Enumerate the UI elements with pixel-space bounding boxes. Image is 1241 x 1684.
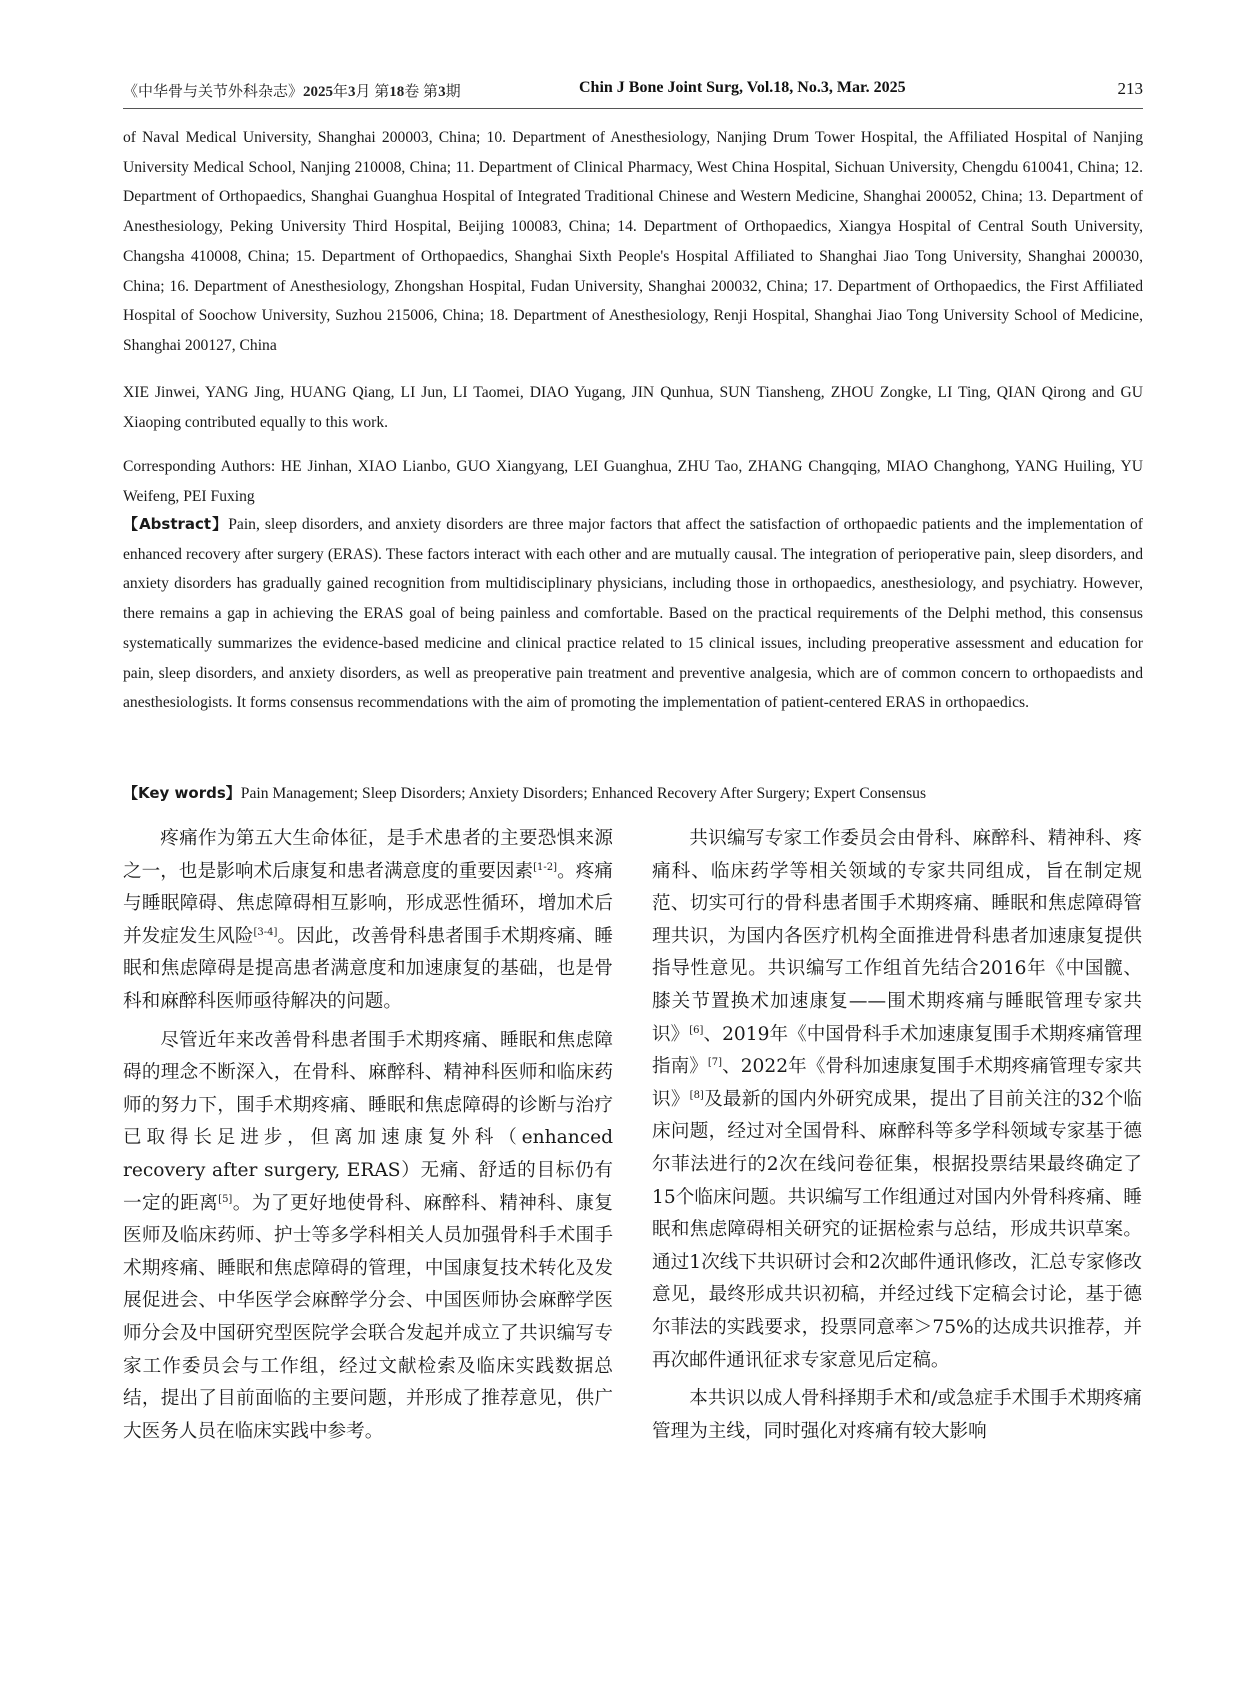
- citation-year-unit: 年: [333, 84, 349, 100]
- citation-ref[interactable]: [6]: [689, 1024, 704, 1036]
- journal-name-cn: 《中华骨与关节外科杂志》: [123, 84, 304, 100]
- abstract-text: Pain, sleep disorders, and anxiety disorders are three major factors that affect the satisfaction of orthopaedic patients and the implementation of enhanced recovery after surgery (ERAS). These factors interact with each other and are mutually causal. The integration of perioperative pain, sleep disorders, and anxiety disorders has gradually gained recognition from multidisciplinary physicians, including those in orthopaedics, anesthesiology, and psychiatry. However, there remains a gap in achieving the ERAS goal of being painless and comfortable. Based on the practical requirements of the Delphi method, this consensus systematically summarizes the evidence-based medicine and clinical practice related to 15 clinical issues, including preoperative assessment and education for pain, sleep disorders, and anxiety disorders, as well as preoperative pain treatment and preventive analgesia, which are of common concern to orthopaedists and anesthesiologists. It forms consensus recommendations with the aim of promoting the implementation of patient-centered ERAS in orthopaedics.: [123, 516, 1144, 712]
- keywords: [123, 779, 1143, 809]
- journal-citation-cn: [123, 80, 461, 101]
- corresponding-authors: [123, 452, 1143, 511]
- abstract-label: 【Abstract】: [123, 515, 229, 533]
- affiliations-text: of Naval Medical University, Shanghai 200003, China; 10. Department of Anesthesiology, Nanjing Drum Tower Hospital, the Affiliated Hospital of Nanjing University Medical School, Nanjing 210008, China; 11. Department of Clinical Pharmacy, West China Hospital, Sichuan University, Chengdu 610041, China; 12. Department of Orthopaedics, Shanghai Guanghua Hospital of Integrated Traditional Chinese and Western Medicine, Shanghai 200052, China; 13. Department of Anesthesiology, Peking University Third Hospital, Beijing 100083, China; 14. Department of Orthopaedics, Xiangya Hospital of Central South University, Changsha 410008, China; 15. Department of Orthopaedics, Shanghai Sixth People's Hospital Affiliated to Shanghai Jiao Tong University, Shanghai 200030, China; 16. Department of Anesthesiology, Zhongshan Hospital, Fudan University, Shanghai 200032, China; 17. Department of Orthopaedics, the First Affiliated Hospital of Soochow University, Suzhou 215006, China; 18. Department of Anesthesiology, Renji Hospital, Shanghai Jiao Tong University School of Medicine, Shanghai 200127, China: [123, 129, 1143, 354]
- affiliations: [123, 123, 1143, 361]
- citation-month-unit: 月 第: [355, 84, 390, 100]
- keywords-label: 【Key words】: [123, 784, 241, 802]
- body-right-column: [652, 823, 1142, 1454]
- corresponding-authors-text: Corresponding Authors: HE Jinhan, XIAO Lianbo, GUO Xiangyang, LEI Guanghua, ZHU Tao, ZHANG Changqing, MIAO Changhong, YANG Huiling, YU Weifeng, PEI Fuxing: [123, 458, 1143, 505]
- citation-ref[interactable]: [1-2]: [533, 861, 558, 873]
- body-paragraph: 本共识以成人骨科择期手术和/或急症手术围手术期疼痛管理为主线，同时强化对疼痛有较大影响: [652, 1388, 1142, 1442]
- header-rule: [123, 108, 1143, 109]
- running-header: [123, 76, 1143, 106]
- citation-issue: 3: [438, 84, 446, 100]
- page-number: 213: [1117, 79, 1143, 98]
- journal-citation-en: Chin J Bone Joint Surg, Vol.18, No.3, Mar. 2025: [579, 79, 906, 96]
- citation-year: 2025: [303, 84, 334, 100]
- citation-volume-unit: 卷 第: [404, 84, 439, 100]
- citation-ref[interactable]: [8]: [689, 1089, 704, 1101]
- equal-contribution-text: XIE Jinwei, YANG Jing, HUANG Qiang, LI Jun, LI Taomei, DIAO Yugang, JIN Qunhua, SUN Tiansheng, ZHOU Zongke, LI Ting, QIAN Qirong and GU Xiaoping contributed equally to this work.: [123, 384, 1143, 431]
- citation-ref[interactable]: [3-4]: [253, 926, 278, 938]
- body-paragraph: 共识编写专家工作委员会由骨科、麻醉科、精神科、疼痛科、临床药学等相关领域的专家共同组成，旨在制定规范、切实可行的骨科患者围手术期疼痛、睡眠和焦虑障碍管理共识，为国内各医疗机构全面推进骨科患者加速康复提供指导性意见。共识编写工作组首先结合2016年《中国髋、膝关节置换术加速康复——围术期疼痛与睡眠管理专家共识》[6]、2019年《中国骨科手术加速康复围手术期疼痛管理指南》[7]、2022年《骨科加速康复围手术期疼痛管理专家共识》[8]及最新的国内外研究成果，提出了目前关注的32个临床问题，经过对全国骨科、麻醉科等多学科领域专家基于德尔菲法进行的2次在线问卷征集，根据投票结果最终确定了15个临床问题。共识编写工作组通过对国内外骨科疼痛、睡眠和焦虑障碍相关研究的证据检索与总结，形成共识草案。通过1次线下共识研讨会和2次邮件通讯修改，汇总专家修改意见，最终形成共识初稿，并经过线下定稿会讨论，基于德尔菲法的实践要求，投票同意率＞75%的达成共识推荐，并再次邮件通讯征求专家意见后定稿。: [652, 828, 1142, 1371]
- body-left-column: [123, 823, 613, 1454]
- abstract: [123, 510, 1143, 718]
- citation-ref[interactable]: [5]: [218, 1193, 233, 1205]
- body-paragraph: 疼痛作为第五大生命体征，是手术患者的主要恐惧来源之一，也是影响术后康复和患者满意度的重要因素[1-2]。疼痛与睡眠障碍、焦虑障碍相互影响，形成恶性循环，增加术后并发症发生风险[3-4]。因此，改善骨科患者围手术期疼痛、睡眠和焦虑障碍是提高患者满意度和加速康复的基础，也是骨科和麻醉科医师亟待解决的问题。: [123, 828, 613, 1012]
- citation-month: 3: [348, 84, 356, 100]
- keywords-text: Pain Management; Sleep Disorders; Anxiety Disorders; Enhanced Recovery After Surgery; Expert Consensus: [240, 785, 927, 802]
- citation-ref[interactable]: [7]: [707, 1057, 723, 1069]
- body-paragraph: 尽管近年来改善骨科患者围手术期疼痛、睡眠和焦虑障碍的理念不断深入，在骨科、麻醉科、精神科医师和临床药师的努力下，围手术期疼痛、睡眠和焦虑障碍的诊断与治疗已取得长足进步，但离加速康复外科（enhanced recovery after surgery, ERAS）无痛、舒适的目标仍有一定的距离[5]。为了更好地使骨科、麻醉科、精神科、康复医师及临床药师、护士等多学科相关人员加强骨科手术围手术期疼痛、睡眠和焦虑障碍的管理，中国康复技术转化及发展促进会、中华医学会麻醉学分会、中国医师协会麻醉学医师分会及中国研究型医院学会联合发起并成立了共识编写专家工作委员会与工作组，经过文献检索及临床实践数据总结，提出了目前面临的主要问题，并形成了推荐意见，供广大医务人员在临床实践中参考。: [123, 1029, 613, 1442]
- equal-contribution-note: [123, 378, 1143, 437]
- citation-volume: 18: [389, 84, 405, 100]
- citation-issue-unit: 期: [445, 84, 461, 100]
